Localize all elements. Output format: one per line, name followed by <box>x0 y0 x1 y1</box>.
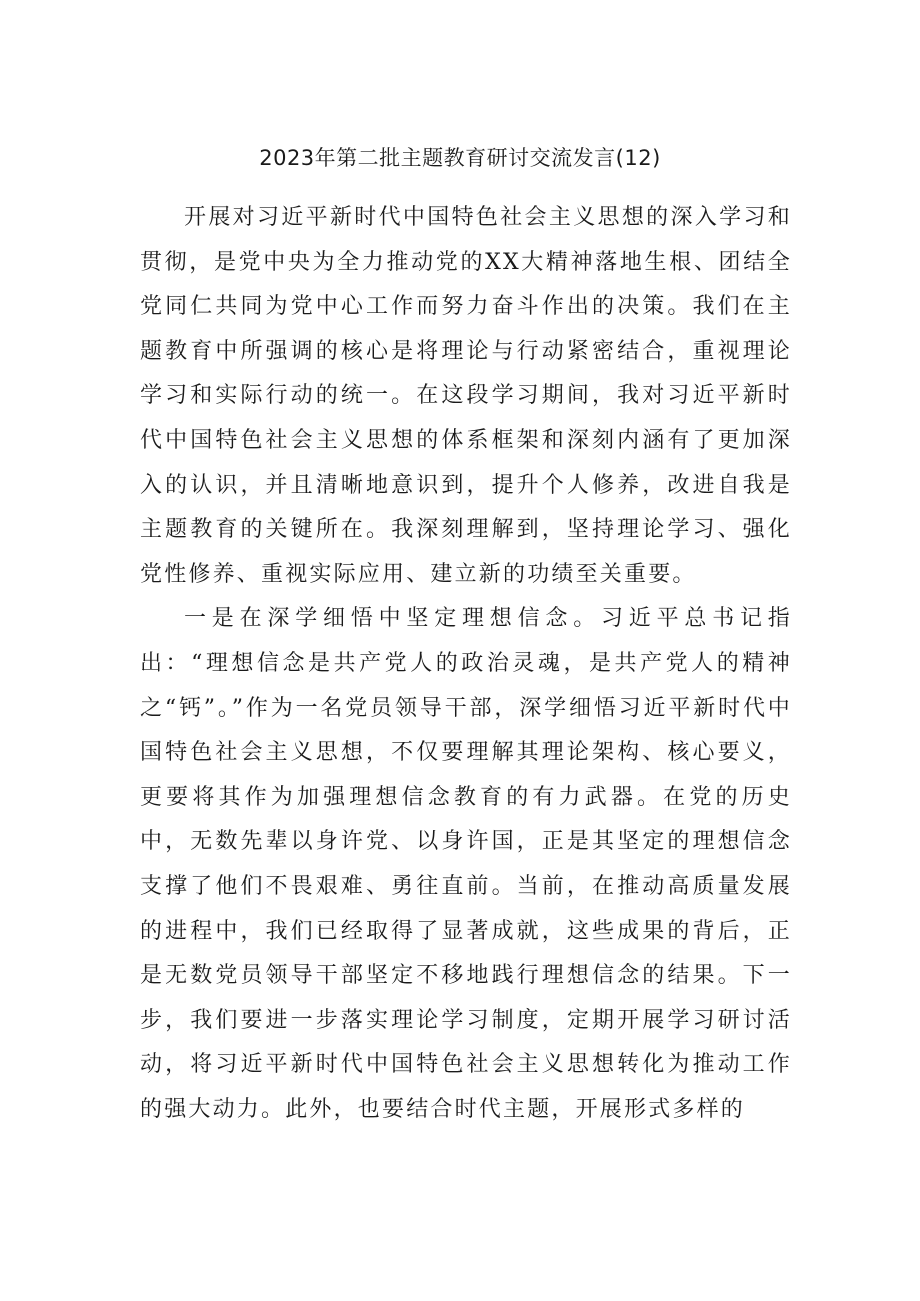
document-body <box>140 196 792 1132</box>
paragraph-intro: 开展对习近平新时代中国特色社会主义思想的深入学习和贯彻，是党中央为全力推动党的XX大精神落地生根、团结全党同仁共同为党中心工作而努力奋斗作出的决策。我们在主题教育中所强调的核心是将理论与行动紧密结合，重视理论学习和实际行动的统一。在这段学习期间，我对习近平新时代中国特色社会主义思想的体系框架和深刻内涵有了更加深入的认识，并且清晰地意识到，提升个人修养，改进自我是主题教育的关键所在。我深刻理解到，坚持理论学习、强化党性修养、重视实际应用、建立新的功绩至关重要。 <box>140 205 792 587</box>
document-title: 2023年第二批主题教育研讨交流发言(12) <box>259 146 661 170</box>
paragraph-ideals-belief: 一是在深学细悟中坚定理想信念。习近平总书记指出：“理想信念是共产党人的政治灵魂，是共产党人的精神之“钙”。”作为一名党员领导干部，深学细悟习近平新时代中国特色社会主义思想，不仅要理解其理论架构、核心要义，更要将其作为加强理想信念教育的有力武器。在党的历史中，无数先辈以身许党、以身许国，正是其坚定的理想信念支撑了他们不畏艰难、勇往直前。当前，在推动高质量发展的进程中，我们已经取得了显著成就，这些成果的背后，正是无数党员领导干部坚定不移地践行理想信念的结果。下一步，我们要进一步落实理论学习制度，定期开展学习研讨活动，将习近平新时代中国特色社会主义思想转化为推动工作的强大动力。此外，也要结合时代主题，开展形式多样的 <box>140 606 792 1122</box>
